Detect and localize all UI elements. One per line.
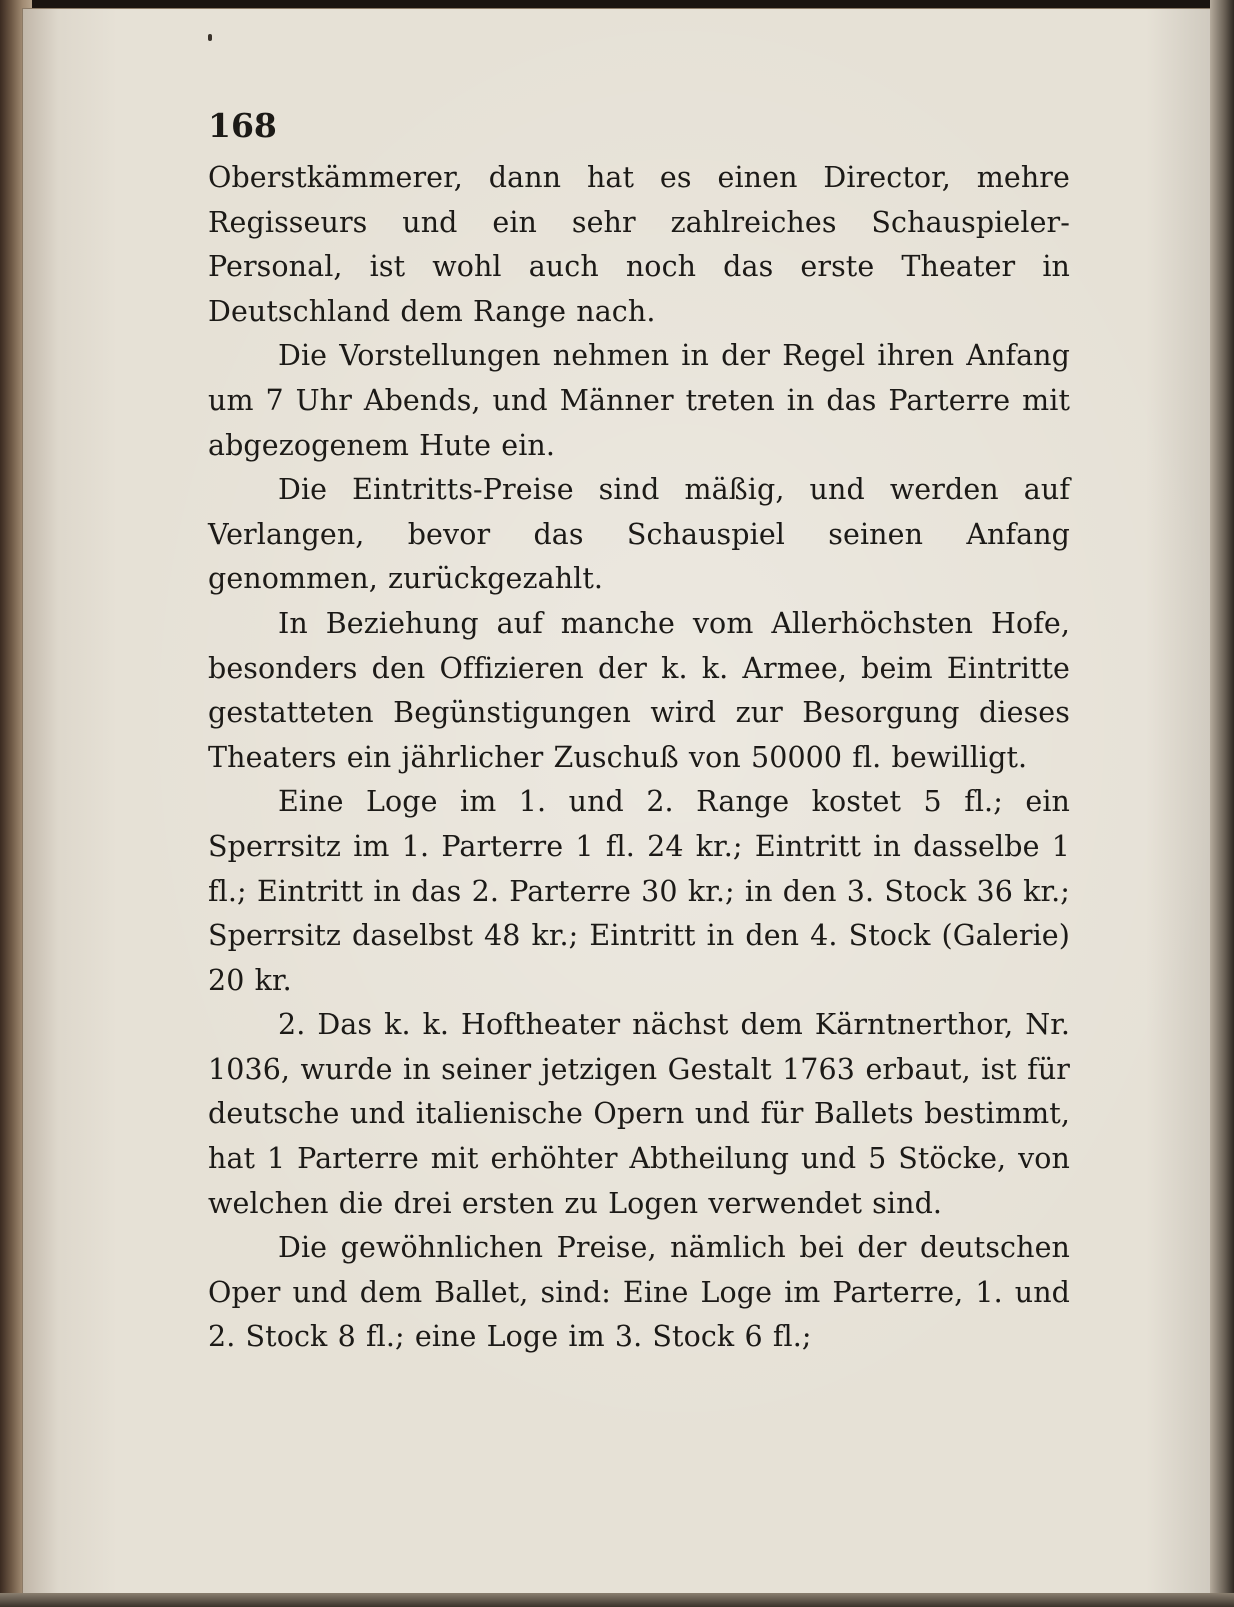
ink-speck [208,34,212,41]
page-bottom-edge [0,1593,1234,1607]
page-number: 168 [208,106,277,145]
paragraph-performances: Die Vorstellungen nehmen in der Regel ihren Anfang um 7 Uhr Abends, und Männer treten in das Parterre mit abgezogenem Hute ein. [208,339,1070,462]
paragraph-kaerntnerthor-theatre: 2. Das k. k. Hoftheater nächst dem Kärntnerthor, Nr. 1036, wurde in seiner jetzigen Gestalt 1763 erbaut, ist für deutsche und italienische Opern und für Ballets bestimmt, hat 1 Parterre mit erhöhter Abtheilung und 5 Stöcke, von welchen die drei ersten zu Logen verwendet sind. [208,1008,1070,1220]
page-edge [1210,0,1234,1607]
paragraph-continuation: Oberstkämmerer, dann hat es einen Director, mehre Regisseurs und ein sehr zahlreiches Schauspieler-Personal, ist wohl auch noch das erste Theater in Deutschland dem Range nach. [208,161,1070,328]
paragraph-admission-prices: Die Eintritts-Preise sind mäßig, und werden auf Verlangen, bevor das Schauspiel seinen Anfang genommen, zurückgezahlt. [208,473,1070,596]
paragraph-usual-prices: Die gewöhnlichen Preise, nämlich bei der deutschen Oper und dem Ballet, sind: Eine Loge im Parterre, 1. und 2. Stock 8 fl.; eine Loge im 3. Stock 6 fl.; [208,1231,1070,1354]
paragraph-seat-prices: Eine Loge im 1. und 2. Range kostet 5 fl.; ein Sperrsitz im 1. Parterre 1 fl. 24 kr.; Eintritt in dasselbe 1 fl.; Eintritt in das 2. Parterre 30 kr.; in den 3. Stock 36 kr.; Sperrsitz daselbst 48 kr.; Eintritt in den 4. Stock (Galerie) 20 kr. [208,785,1070,997]
paragraph-subsidy: In Beziehung auf manche vom Allerhöchsten Hofe, besonders den Offizieren der k. k. Armee, beim Eintritte gestatteten Begünstigungen wird zur Besorgung dieses Theaters ein jährlicher Zuschuß von 50000 fl. bewilligt. [208,606,1070,774]
page-content [208,98,1070,1360]
